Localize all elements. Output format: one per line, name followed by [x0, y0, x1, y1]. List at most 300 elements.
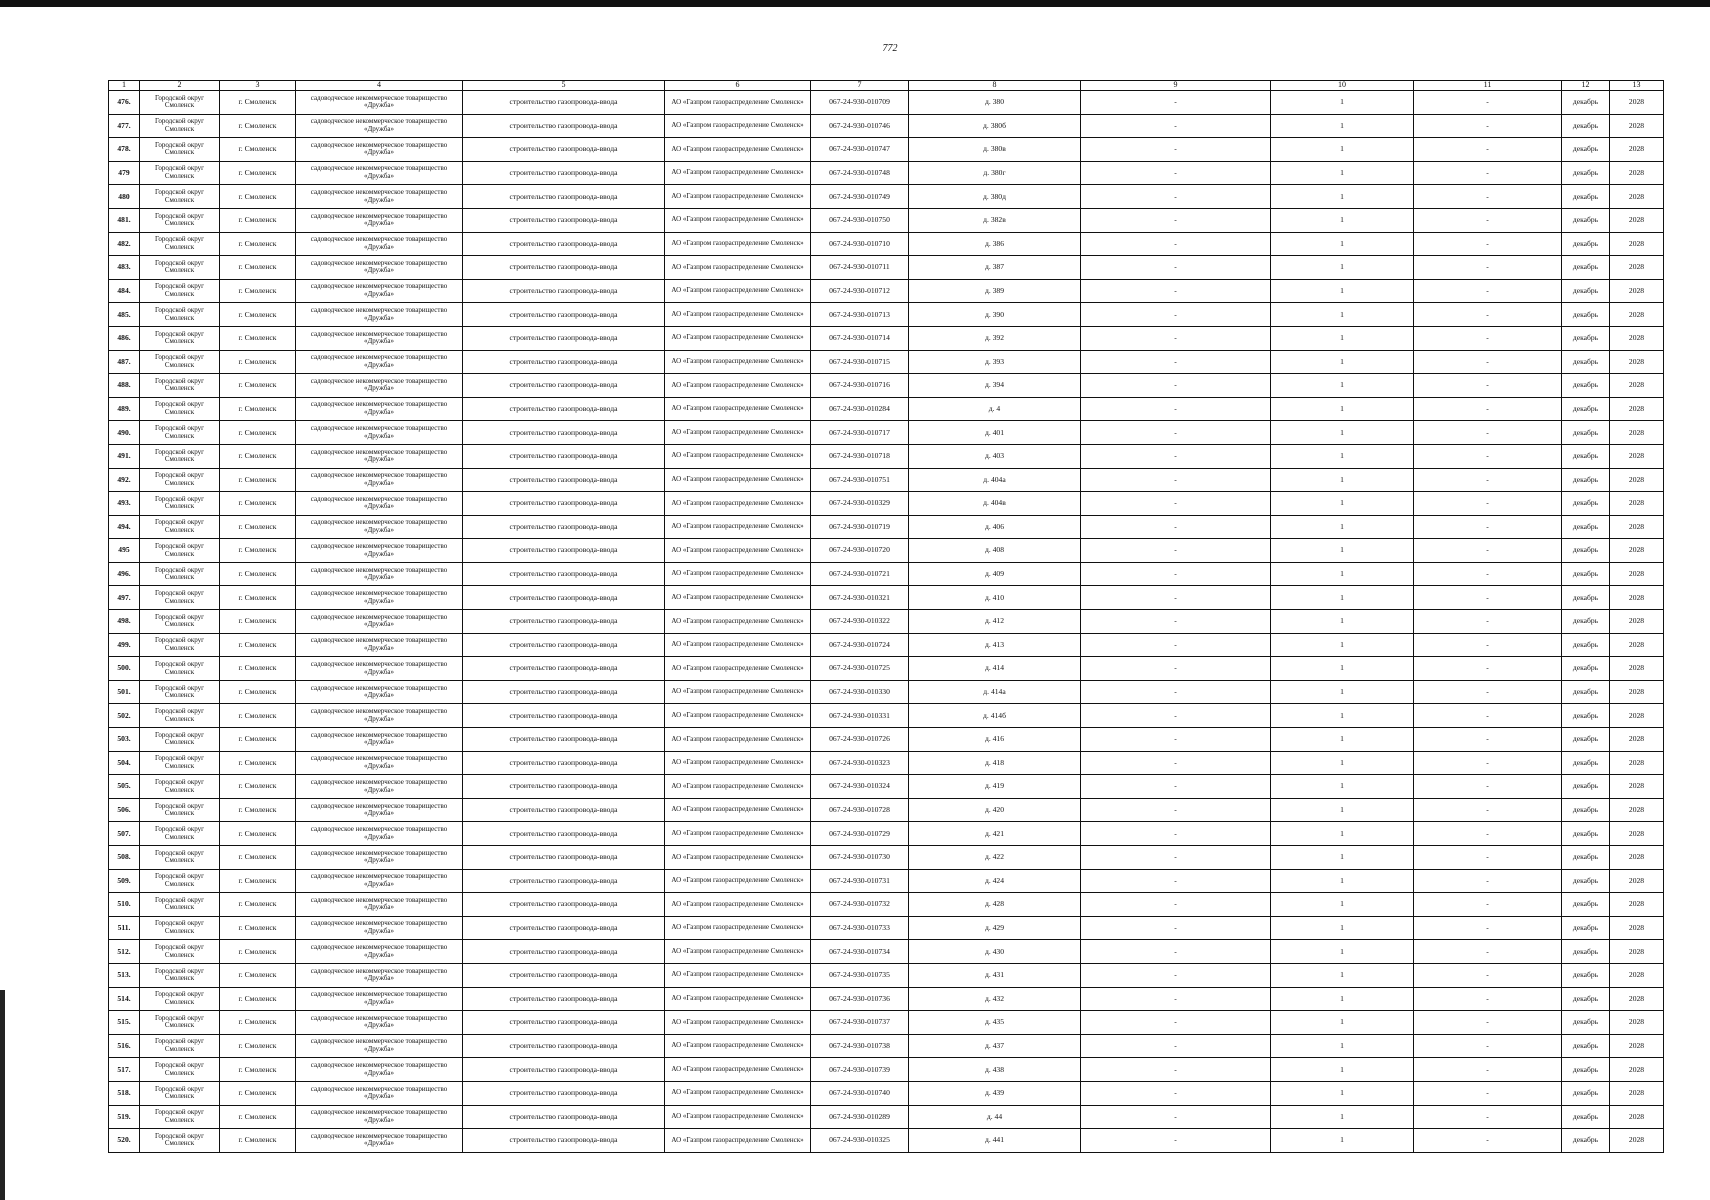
table-row — [109, 114, 1664, 138]
column-11-cell: - — [1414, 468, 1562, 492]
year-cell: 2028 — [1610, 562, 1664, 586]
column-9-cell: - — [1081, 751, 1271, 775]
column-9-cell: - — [1081, 232, 1271, 256]
city-cell: г. Смоленск — [220, 680, 296, 704]
column-9-cell: - — [1081, 539, 1271, 563]
table-body — [109, 91, 1664, 1153]
object-code-cell: 067-24-930-010716 — [811, 374, 909, 398]
column-9-cell: - — [1081, 987, 1271, 1011]
company-cell: АО «Газпром газораспределение Смоленск» — [665, 1034, 811, 1058]
house-cell: д. 389 — [909, 279, 1081, 303]
row-number: 518. — [109, 1081, 140, 1105]
table-row — [109, 421, 1664, 445]
city-cell: г. Смоленск — [220, 963, 296, 987]
object-code-cell: 067-24-930-010289 — [811, 1105, 909, 1129]
owner-cell: садоводческое некоммерческое товарищество «Дружба» — [296, 492, 463, 516]
row-number: 491. — [109, 444, 140, 468]
object-code-cell: 067-24-930-010737 — [811, 1011, 909, 1035]
year-cell: 2028 — [1610, 610, 1664, 634]
company-cell: АО «Газпром газораспределение Смоленск» — [665, 350, 811, 374]
house-cell: д. 429 — [909, 916, 1081, 940]
house-cell: д. 416 — [909, 728, 1081, 752]
column-9-cell: - — [1081, 869, 1271, 893]
object-code-cell: 067-24-930-010747 — [811, 138, 909, 162]
object-code-cell: 067-24-930-010719 — [811, 515, 909, 539]
object-code-cell: 067-24-930-010717 — [811, 421, 909, 445]
column-11-cell: - — [1414, 657, 1562, 681]
year-cell: 2028 — [1610, 515, 1664, 539]
district-cell: Городской округ Смоленск — [140, 775, 220, 799]
district-cell: Городской округ Смоленск — [140, 1081, 220, 1105]
row-number: 488. — [109, 374, 140, 398]
column-9-cell: - — [1081, 916, 1271, 940]
table-row — [109, 1058, 1664, 1082]
row-number: 479 — [109, 161, 140, 185]
company-cell: АО «Газпром газораспределение Смоленск» — [665, 279, 811, 303]
year-cell: 2028 — [1610, 1034, 1664, 1058]
owner-cell: садоводческое некоммерческое товарищество «Дружба» — [296, 468, 463, 492]
owner-cell: садоводческое некоммерческое товарищество «Дружба» — [296, 161, 463, 185]
house-cell: д. 392 — [909, 326, 1081, 350]
owner-cell: садоводческое некоммерческое товарищество «Дружба» — [296, 798, 463, 822]
object-code-cell: 067-24-930-010731 — [811, 869, 909, 893]
district-cell: Городской округ Смоленск — [140, 846, 220, 870]
district-cell: Городской округ Смоленск — [140, 279, 220, 303]
year-cell: 2028 — [1610, 256, 1664, 280]
column-9-cell: - — [1081, 798, 1271, 822]
column-10-cell: 1 — [1271, 1034, 1414, 1058]
column-10-cell: 1 — [1271, 208, 1414, 232]
work-cell: строительство газопровода-ввода — [463, 208, 665, 232]
year-cell: 2028 — [1610, 161, 1664, 185]
row-number: 489. — [109, 397, 140, 421]
table-row — [109, 1129, 1664, 1153]
city-cell: г. Смоленск — [220, 232, 296, 256]
city-cell: г. Смоленск — [220, 279, 296, 303]
table-row — [109, 822, 1664, 846]
table-row — [109, 1011, 1664, 1035]
column-9-cell: - — [1081, 161, 1271, 185]
city-cell: г. Смоленск — [220, 256, 296, 280]
object-code-cell: 067-24-930-010730 — [811, 846, 909, 870]
column-10-cell: 1 — [1271, 350, 1414, 374]
month-cell: декабрь — [1562, 963, 1610, 987]
month-cell: декабрь — [1562, 468, 1610, 492]
city-cell: г. Смоленск — [220, 444, 296, 468]
column-number-row — [109, 81, 1664, 91]
work-cell: строительство газопровода-ввода — [463, 303, 665, 327]
year-cell: 2028 — [1610, 963, 1664, 987]
work-cell: строительство газопровода-ввода — [463, 775, 665, 799]
work-cell: строительство газопровода-ввода — [463, 1129, 665, 1153]
city-cell: г. Смоленск — [220, 492, 296, 516]
month-cell: декабрь — [1562, 657, 1610, 681]
column-9-cell: - — [1081, 704, 1271, 728]
month-cell: декабрь — [1562, 374, 1610, 398]
object-code-cell: 067-24-930-010324 — [811, 775, 909, 799]
column-9-cell: - — [1081, 256, 1271, 280]
district-cell: Городской округ Смоленск — [140, 1034, 220, 1058]
city-cell: г. Смоленск — [220, 940, 296, 964]
year-cell: 2028 — [1610, 1011, 1664, 1035]
object-code-cell: 067-24-930-010735 — [811, 963, 909, 987]
object-code-cell: 067-24-930-010725 — [811, 657, 909, 681]
house-cell: д. 380в — [909, 138, 1081, 162]
month-cell: декабрь — [1562, 869, 1610, 893]
column-11-cell: - — [1414, 963, 1562, 987]
table-row — [109, 256, 1664, 280]
house-cell: д. 420 — [909, 798, 1081, 822]
column-10-cell: 1 — [1271, 468, 1414, 492]
company-cell: АО «Газпром газораспределение Смоленск» — [665, 562, 811, 586]
month-cell: декабрь — [1562, 680, 1610, 704]
table-row — [109, 775, 1664, 799]
house-cell: д. 430 — [909, 940, 1081, 964]
month-cell: декабрь — [1562, 751, 1610, 775]
column-11-cell: - — [1414, 114, 1562, 138]
company-cell: АО «Газпром газораспределение Смоленск» — [665, 539, 811, 563]
district-cell: Городской округ Смоленск — [140, 987, 220, 1011]
data-table — [108, 80, 1664, 1153]
company-cell: АО «Газпром газораспределение Смоленск» — [665, 114, 811, 138]
column-11-cell: - — [1414, 256, 1562, 280]
district-cell: Городской округ Смоленск — [140, 1011, 220, 1035]
house-cell: д. 406 — [909, 515, 1081, 539]
work-cell: строительство газопровода-ввода — [463, 869, 665, 893]
district-cell: Городской округ Смоленск — [140, 444, 220, 468]
company-cell: АО «Газпром газораспределение Смоленск» — [665, 397, 811, 421]
table-row — [109, 326, 1664, 350]
city-cell: г. Смоленск — [220, 1034, 296, 1058]
work-cell: строительство газопровода-ввода — [463, 633, 665, 657]
column-9-cell: - — [1081, 114, 1271, 138]
column-10-cell: 1 — [1271, 586, 1414, 610]
month-cell: декабрь — [1562, 633, 1610, 657]
table-row — [109, 279, 1664, 303]
work-cell: строительство газопровода-ввода — [463, 515, 665, 539]
column-10-cell: 1 — [1271, 374, 1414, 398]
column-9-cell: - — [1081, 846, 1271, 870]
district-cell: Городской округ Смоленск — [140, 114, 220, 138]
column-10-cell: 1 — [1271, 232, 1414, 256]
object-code-cell: 067-24-930-010726 — [811, 728, 909, 752]
district-cell: Городской округ Смоленск — [140, 492, 220, 516]
work-cell: строительство газопровода-ввода — [463, 751, 665, 775]
year-cell: 2028 — [1610, 987, 1664, 1011]
column-11-cell: - — [1414, 940, 1562, 964]
owner-cell: садоводческое некоммерческое товарищество «Дружба» — [296, 515, 463, 539]
city-cell: г. Смоленск — [220, 1105, 296, 1129]
table-row — [109, 869, 1664, 893]
column-9-cell: - — [1081, 940, 1271, 964]
row-number: 487. — [109, 350, 140, 374]
city-cell: г. Смоленск — [220, 987, 296, 1011]
column-9-cell: - — [1081, 374, 1271, 398]
object-code-cell: 067-24-930-010329 — [811, 492, 909, 516]
column-10-cell: 1 — [1271, 940, 1414, 964]
work-cell: строительство газопровода-ввода — [463, 185, 665, 209]
house-cell: д. 413 — [909, 633, 1081, 657]
column-11-cell: - — [1414, 161, 1562, 185]
company-cell: АО «Газпром газораспределение Смоленск» — [665, 916, 811, 940]
object-code-cell: 067-24-930-010751 — [811, 468, 909, 492]
year-cell: 2028 — [1610, 869, 1664, 893]
table-row — [109, 232, 1664, 256]
scan-left-edge — [0, 990, 5, 1200]
work-cell: строительство газопровода-ввода — [463, 916, 665, 940]
column-header: 9 — [1081, 81, 1271, 91]
object-code-cell: 067-24-930-010739 — [811, 1058, 909, 1082]
work-cell: строительство газопровода-ввода — [463, 326, 665, 350]
column-9-cell: - — [1081, 586, 1271, 610]
company-cell: АО «Газпром газораспределение Смоленск» — [665, 1011, 811, 1035]
year-cell: 2028 — [1610, 846, 1664, 870]
month-cell: декабрь — [1562, 256, 1610, 280]
column-10-cell: 1 — [1271, 397, 1414, 421]
object-code-cell: 067-24-930-010321 — [811, 586, 909, 610]
city-cell: г. Смоленск — [220, 1129, 296, 1153]
house-cell: д. 422 — [909, 846, 1081, 870]
object-code-cell: 067-24-930-010331 — [811, 704, 909, 728]
row-number: 520. — [109, 1129, 140, 1153]
city-cell: г. Смоленск — [220, 303, 296, 327]
owner-cell: садоводческое некоммерческое товарищество «Дружба» — [296, 350, 463, 374]
month-cell: декабрь — [1562, 586, 1610, 610]
year-cell: 2028 — [1610, 326, 1664, 350]
row-number: 496. — [109, 562, 140, 586]
column-9-cell: - — [1081, 279, 1271, 303]
row-number: 512. — [109, 940, 140, 964]
table-row — [109, 657, 1664, 681]
year-cell: 2028 — [1610, 775, 1664, 799]
district-cell: Городской округ Смоленск — [140, 468, 220, 492]
work-cell: строительство газопровода-ввода — [463, 940, 665, 964]
row-number: 507. — [109, 822, 140, 846]
house-cell: д. 432 — [909, 987, 1081, 1011]
column-11-cell: - — [1414, 350, 1562, 374]
month-cell: декабрь — [1562, 303, 1610, 327]
work-cell: строительство газопровода-ввода — [463, 963, 665, 987]
year-cell: 2028 — [1610, 822, 1664, 846]
house-cell: д. 431 — [909, 963, 1081, 987]
company-cell: АО «Газпром газораспределение Смоленск» — [665, 1129, 811, 1153]
district-cell: Городской округ Смоленск — [140, 704, 220, 728]
column-11-cell: - — [1414, 138, 1562, 162]
table-row — [109, 138, 1664, 162]
district-cell: Городской округ Смоленск — [140, 916, 220, 940]
row-number: 511. — [109, 916, 140, 940]
owner-cell: садоводческое некоммерческое товарищество «Дружба» — [296, 232, 463, 256]
column-10-cell: 1 — [1271, 326, 1414, 350]
month-cell: декабрь — [1562, 610, 1610, 634]
work-cell: строительство газопровода-ввода — [463, 421, 665, 445]
house-cell: д. 414б — [909, 704, 1081, 728]
column-11-cell: - — [1414, 1011, 1562, 1035]
row-number: 514. — [109, 987, 140, 1011]
column-header: 3 — [220, 81, 296, 91]
table-row — [109, 610, 1664, 634]
column-11-cell: - — [1414, 633, 1562, 657]
district-cell: Городской округ Смоленск — [140, 657, 220, 681]
company-cell: АО «Газпром газораспределение Смоленск» — [665, 798, 811, 822]
owner-cell: садоводческое некоммерческое товарищество «Дружба» — [296, 562, 463, 586]
district-cell: Городской округ Смоленск — [140, 185, 220, 209]
row-number: 492. — [109, 468, 140, 492]
district-cell: Городской округ Смоленск — [140, 397, 220, 421]
row-number: 519. — [109, 1105, 140, 1129]
month-cell: декабрь — [1562, 893, 1610, 917]
column-11-cell: - — [1414, 279, 1562, 303]
company-cell: АО «Газпром газораспределение Смоленск» — [665, 185, 811, 209]
column-11-cell: - — [1414, 91, 1562, 115]
row-number: 510. — [109, 893, 140, 917]
column-10-cell: 1 — [1271, 138, 1414, 162]
year-cell: 2028 — [1610, 916, 1664, 940]
column-header: 11 — [1414, 81, 1562, 91]
column-11-cell: - — [1414, 397, 1562, 421]
row-number: 508. — [109, 846, 140, 870]
work-cell: строительство газопровода-ввода — [463, 562, 665, 586]
month-cell: декабрь — [1562, 279, 1610, 303]
table-row — [109, 161, 1664, 185]
district-cell: Городской округ Смоленск — [140, 350, 220, 374]
month-cell: декабрь — [1562, 1058, 1610, 1082]
district-cell: Городской округ Смоленск — [140, 633, 220, 657]
column-11-cell: - — [1414, 326, 1562, 350]
column-10-cell: 1 — [1271, 751, 1414, 775]
house-cell: д. 380д — [909, 185, 1081, 209]
row-number: 493. — [109, 492, 140, 516]
table-row — [109, 798, 1664, 822]
city-cell: г. Смоленск — [220, 208, 296, 232]
column-9-cell: - — [1081, 1081, 1271, 1105]
district-cell: Городской округ Смоленск — [140, 869, 220, 893]
column-9-cell: - — [1081, 1129, 1271, 1153]
month-cell: декабрь — [1562, 704, 1610, 728]
house-cell: д. 403 — [909, 444, 1081, 468]
district-cell: Городской округ Смоленск — [140, 138, 220, 162]
row-number: 515. — [109, 1011, 140, 1035]
house-cell: д. 380б — [909, 114, 1081, 138]
work-cell: строительство газопровода-ввода — [463, 1105, 665, 1129]
month-cell: декабрь — [1562, 185, 1610, 209]
district-cell: Городской округ Смоленск — [140, 1129, 220, 1153]
house-cell: д. 401 — [909, 421, 1081, 445]
table-row — [109, 728, 1664, 752]
column-9-cell: - — [1081, 1011, 1271, 1035]
column-10-cell: 1 — [1271, 704, 1414, 728]
scan-top-border — [0, 0, 1710, 7]
column-11-cell: - — [1414, 728, 1562, 752]
object-code-cell: 067-24-930-010713 — [811, 303, 909, 327]
district-cell: Городской округ Смоленск — [140, 893, 220, 917]
owner-cell: садоводческое некоммерческое товарищество «Дружба» — [296, 421, 463, 445]
work-cell: строительство газопровода-ввода — [463, 256, 665, 280]
owner-cell: садоводческое некоммерческое товарищество «Дружба» — [296, 1034, 463, 1058]
house-cell: д. 387 — [909, 256, 1081, 280]
column-11-cell: - — [1414, 1058, 1562, 1082]
object-code-cell: 067-24-930-010721 — [811, 562, 909, 586]
column-9-cell: - — [1081, 657, 1271, 681]
company-cell: АО «Газпром газораспределение Смоленск» — [665, 775, 811, 799]
owner-cell: садоводческое некоммерческое товарищество «Дружба» — [296, 987, 463, 1011]
column-10-cell: 1 — [1271, 916, 1414, 940]
object-code-cell: 067-24-930-010724 — [811, 633, 909, 657]
work-cell: строительство газопровода-ввода — [463, 586, 665, 610]
column-10-cell: 1 — [1271, 798, 1414, 822]
month-cell: декабрь — [1562, 846, 1610, 870]
work-cell: строительство газопровода-ввода — [463, 468, 665, 492]
column-10-cell: 1 — [1271, 633, 1414, 657]
owner-cell: садоводческое некоммерческое товарищество «Дружба» — [296, 680, 463, 704]
work-cell: строительство газопровода-ввода — [463, 680, 665, 704]
owner-cell: садоводческое некоммерческое товарищество «Дружба» — [296, 138, 463, 162]
year-cell: 2028 — [1610, 539, 1664, 563]
column-10-cell: 1 — [1271, 1058, 1414, 1082]
month-cell: декабрь — [1562, 1081, 1610, 1105]
column-10-cell: 1 — [1271, 256, 1414, 280]
document-sheet — [108, 80, 1664, 1153]
table-row — [109, 350, 1664, 374]
district-cell: Городской округ Смоленск — [140, 91, 220, 115]
company-cell: АО «Газпром газораспределение Смоленск» — [665, 1105, 811, 1129]
house-cell: д. 408 — [909, 539, 1081, 563]
house-cell: д. 437 — [909, 1034, 1081, 1058]
object-code-cell: 067-24-930-010728 — [811, 798, 909, 822]
work-cell: строительство газопровода-ввода — [463, 161, 665, 185]
year-cell: 2028 — [1610, 657, 1664, 681]
year-cell: 2028 — [1610, 633, 1664, 657]
city-cell: г. Смоленск — [220, 397, 296, 421]
column-9-cell: - — [1081, 303, 1271, 327]
district-cell: Городской округ Смоленск — [140, 303, 220, 327]
row-number: 485. — [109, 303, 140, 327]
column-9-cell: - — [1081, 468, 1271, 492]
company-cell: АО «Газпром газораспределение Смоленск» — [665, 326, 811, 350]
year-cell: 2028 — [1610, 680, 1664, 704]
company-cell: АО «Газпром газораспределение Смоленск» — [665, 138, 811, 162]
column-11-cell: - — [1414, 444, 1562, 468]
month-cell: декабрь — [1562, 444, 1610, 468]
year-cell: 2028 — [1610, 397, 1664, 421]
object-code-cell: 067-24-930-010720 — [811, 539, 909, 563]
column-header: 4 — [296, 81, 463, 91]
column-11-cell: - — [1414, 539, 1562, 563]
column-9-cell: - — [1081, 1058, 1271, 1082]
column-10-cell: 1 — [1271, 421, 1414, 445]
house-cell: д. 394 — [909, 374, 1081, 398]
column-10-cell: 1 — [1271, 728, 1414, 752]
column-11-cell: - — [1414, 1081, 1562, 1105]
column-10-cell: 1 — [1271, 515, 1414, 539]
owner-cell: садоводческое некоммерческое товарищество «Дружба» — [296, 1011, 463, 1035]
company-cell: АО «Газпром газораспределение Смоленск» — [665, 303, 811, 327]
city-cell: г. Смоленск — [220, 728, 296, 752]
district-cell: Городской округ Смоленск — [140, 822, 220, 846]
owner-cell: садоводческое некоммерческое товарищество «Дружба» — [296, 1105, 463, 1129]
column-11-cell: - — [1414, 586, 1562, 610]
district-cell: Городской округ Смоленск — [140, 515, 220, 539]
column-10-cell: 1 — [1271, 775, 1414, 799]
row-number: 513. — [109, 963, 140, 987]
column-10-cell: 1 — [1271, 492, 1414, 516]
owner-cell: садоводческое некоммерческое товарищество «Дружба» — [296, 114, 463, 138]
house-cell: д. 44 — [909, 1105, 1081, 1129]
house-cell: д. 382в — [909, 208, 1081, 232]
month-cell: декабрь — [1562, 987, 1610, 1011]
house-cell: д. 414 — [909, 657, 1081, 681]
company-cell: АО «Газпром газораспределение Смоленск» — [665, 869, 811, 893]
